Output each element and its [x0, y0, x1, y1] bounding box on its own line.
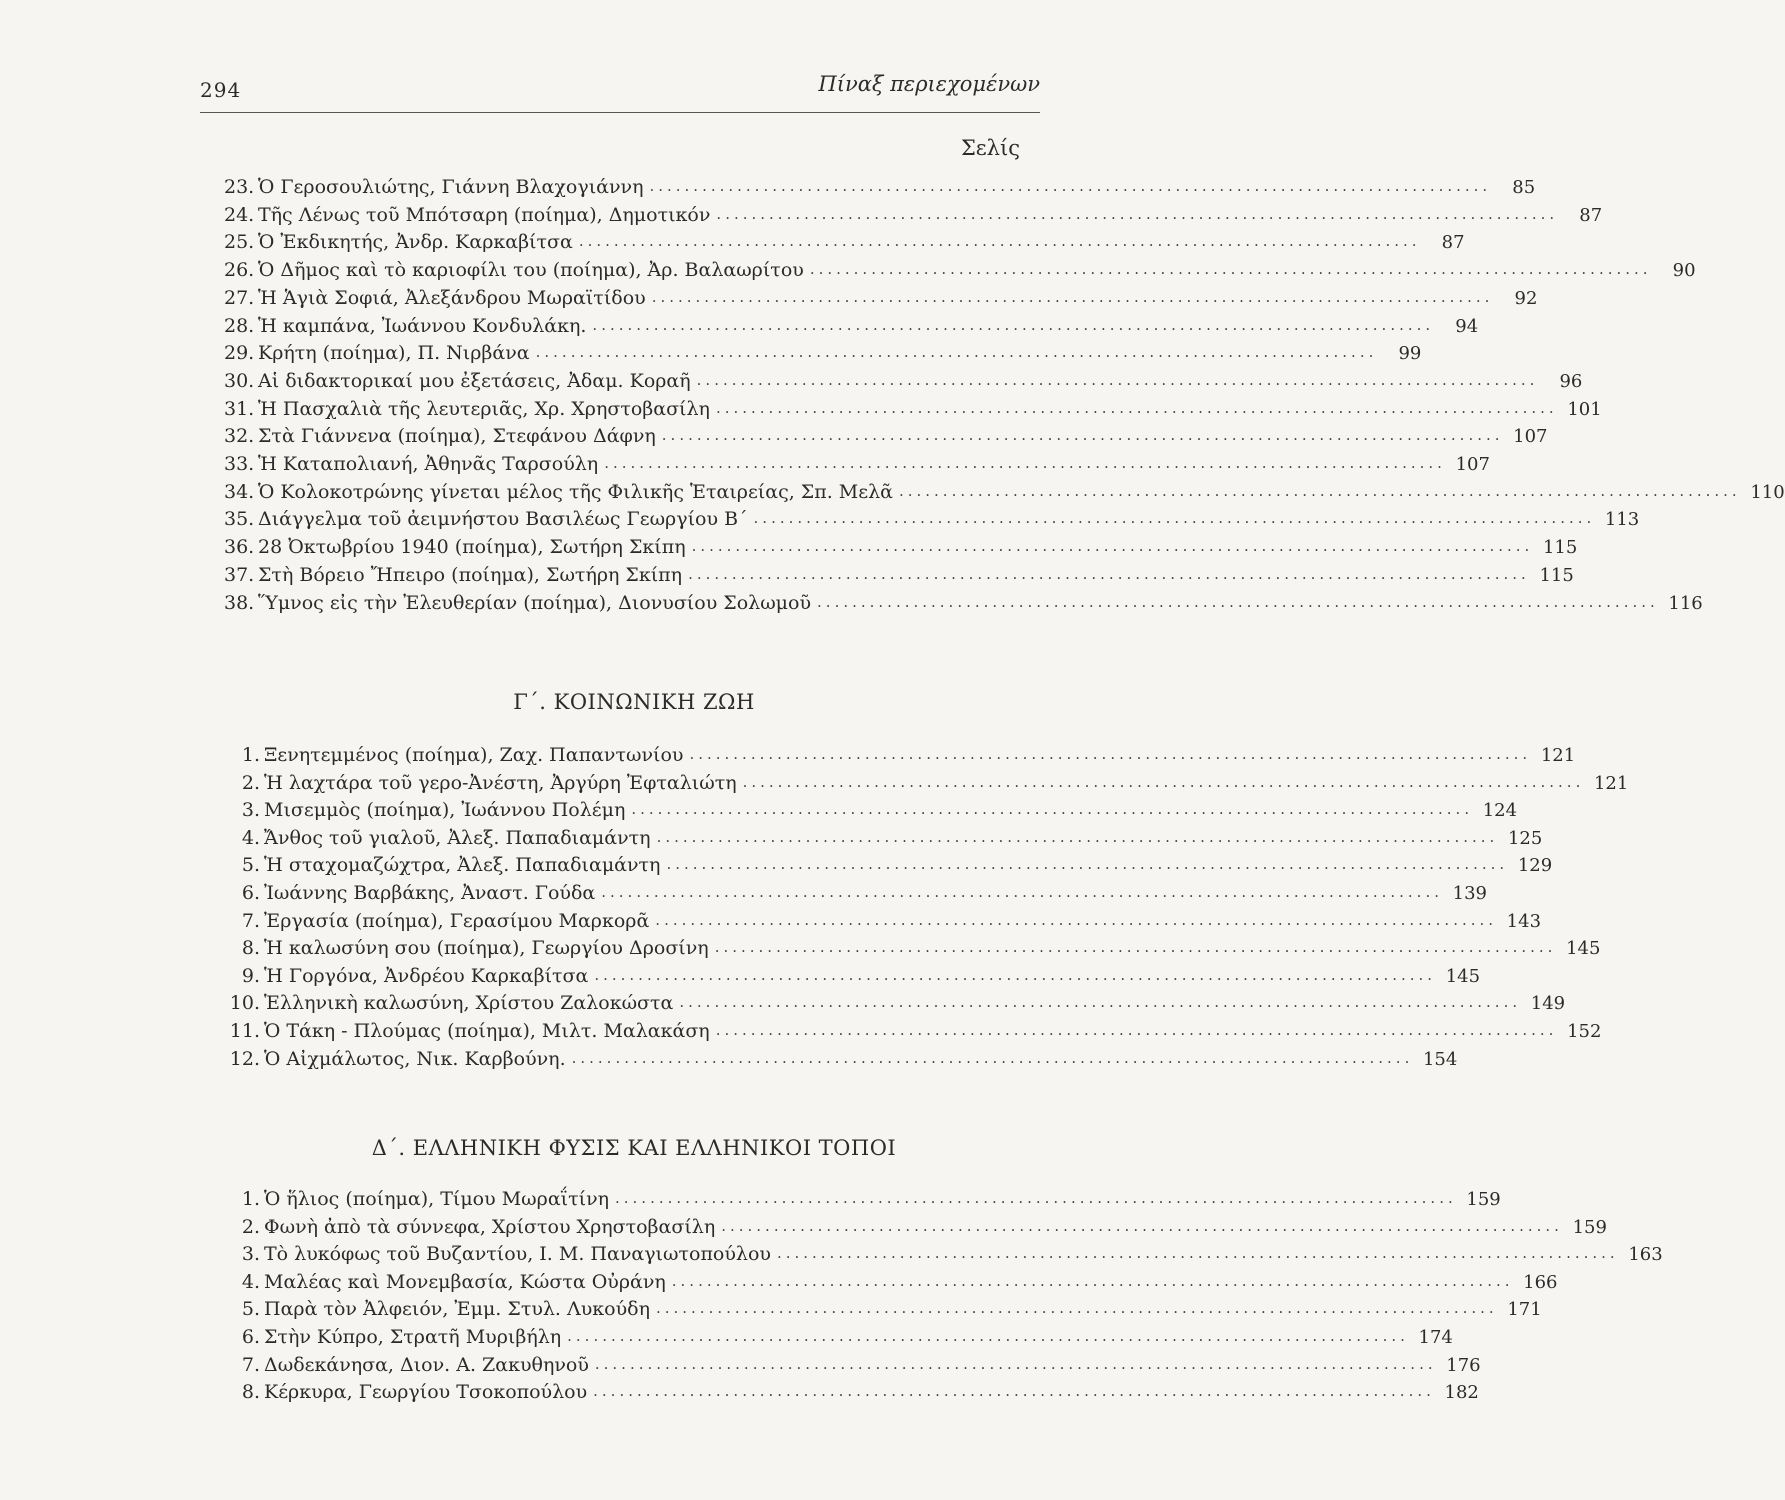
- dot-leader: ................................................................................................: [753, 509, 1596, 528]
- entry-number: 10.: [229, 992, 260, 1015]
- entry-number: 23.: [224, 176, 255, 198]
- entry-number: 1.: [241, 744, 260, 766]
- dot-leader: ................................................................................................: [592, 315, 1435, 334]
- page-header: [200, 72, 1040, 113]
- toc-entry: [224, 283, 1538, 309]
- entry-page-number: 171: [1507, 1299, 1542, 1321]
- entry-page-number: 99: [1398, 343, 1422, 365]
- entry-title: Φωνὴ ἀπὸ τὰ σύννεφα, Χρίστου Χρηστοβασίλη: [264, 1215, 716, 1238]
- entry-number: 3.: [241, 1243, 260, 1266]
- entry-number: 38.: [224, 591, 255, 614]
- dot-leader: ................................................................................................: [578, 232, 1421, 251]
- entry-title: Ὁ Τάκη - Πλούμας (ποίημα), Μιλτ. Μαλακάση: [264, 1020, 710, 1042]
- toc-entry: [224, 560, 1574, 586]
- dot-leader: ................................................................................................: [696, 370, 1539, 389]
- toc-entry: [224, 1016, 1602, 1042]
- entry-title: Ὁ Γεροσουλιώτης, Γιάννη Βλαχογιάννη: [258, 176, 644, 198]
- entry-title: Ἡ Γοργόνα, Ἀνδρέου Καρκαβίτσα: [264, 964, 589, 987]
- dot-leader: ................................................................................................: [688, 564, 1530, 583]
- entry-page-number: 124: [1482, 800, 1518, 822]
- entry-title: Ἡ καμπάνα, Ἰωάννου Κονδυλάκη.: [258, 314, 587, 337]
- entry-number: 7.: [241, 909, 260, 932]
- dot-leader: ................................................................................................: [615, 1189, 1457, 1207]
- entry-title: Ἰωάννης Βαρβάκης, Ἀναστ. Γούδα: [264, 882, 596, 904]
- entry-page-number: 176: [1446, 1354, 1481, 1376]
- dot-leader: ................................................................................................: [655, 1299, 1498, 1318]
- entry-page-number: 174: [1418, 1327, 1453, 1348]
- dot-leader: ................................................................................................: [817, 592, 1659, 611]
- toc-entry: [224, 477, 1785, 503]
- dot-leader: ................................................................................................: [535, 343, 1378, 362]
- dot-leader: ................................................................................................: [809, 260, 1652, 279]
- dot-leader: ................................................................................................: [571, 1048, 1414, 1067]
- entry-title: Ὁ Δῆμος καὶ τὸ καριοφίλι του (ποίημα), Ἀρ. Βαλαωρίτου: [258, 259, 804, 282]
- toc-entry: [224, 338, 1422, 365]
- toc-entry: [224, 1322, 1453, 1348]
- entry-number: 11.: [229, 1020, 260, 1042]
- entry-number: 5.: [241, 1298, 260, 1321]
- entry-number: 33.: [224, 453, 255, 475]
- entry-number: 9.: [241, 964, 260, 987]
- entry-page-number: 154: [1422, 1048, 1458, 1070]
- entry-page-number: 143: [1506, 910, 1542, 932]
- toc-entry: [224, 933, 1601, 960]
- toc-entry: [224, 1212, 1607, 1238]
- toc-entry: [224, 823, 1543, 849]
- entry-number: 34.: [224, 480, 255, 503]
- entry-title: Ὕμνος εἰς τὴν Ἐλευθερίαν (ποίημα), Διονυσίου Σολωμοῦ: [258, 591, 812, 614]
- toc-entry: [224, 906, 1542, 932]
- entry-page-number: 139: [1452, 883, 1487, 904]
- toc-entry: [224, 588, 1703, 614]
- dot-leader: ................................................................................................: [776, 1244, 1619, 1263]
- entry-page-number: 145: [1566, 938, 1601, 960]
- dot-leader: ................................................................................................: [666, 855, 1509, 874]
- entry-page-number: 125: [1507, 827, 1543, 849]
- entry-number: 6.: [241, 882, 260, 904]
- entry-title: Ἄνθος τοῦ γιαλοῦ, Ἀλεξ. Παπαδιαμάντη: [264, 826, 651, 849]
- entry-number: 4.: [241, 1270, 260, 1293]
- entry-title: Στὰ Γιάννενα (ποίημα), Στεφάνου Δάφνη: [258, 425, 656, 448]
- entry-page-number: 96: [1559, 370, 1583, 392]
- dot-leader: ................................................................................................: [661, 426, 1504, 445]
- entry-number: 5.: [241, 854, 260, 877]
- entry-title: Ἐργασία (ποίημα), Γερασίμου Μαρκορᾶ: [264, 909, 650, 932]
- entry-page-number: 121: [1593, 772, 1629, 794]
- toc-entry: [224, 1377, 1479, 1404]
- dot-leader: ................................................................................................: [671, 1271, 1514, 1290]
- entry-title: Ἡ καλωσύνη σου (ποίημα), Γεωργίου Δροσίνη: [264, 937, 709, 960]
- entry-page-number: 145: [1445, 965, 1481, 987]
- toc-entry: [224, 1350, 1481, 1376]
- toc-entry: [224, 1239, 1663, 1266]
- entry-number: 26.: [224, 259, 255, 282]
- entry-number: 2.: [241, 1215, 260, 1238]
- entry-title: Ὁ Αἰχμάλωτος, Νικ. Καρβούνη.: [264, 1047, 566, 1070]
- toc-entry: [224, 878, 1487, 904]
- dot-leader: ................................................................................................: [716, 204, 1559, 223]
- entry-title: Αἱ διδακτορικαί μου ἐξετάσεις, Ἀδαμ. Κοραῆ: [258, 369, 691, 392]
- dot-leader: ................................................................................................: [604, 454, 1446, 472]
- entry-title: Ἡ Ἁγιὰ Σοφιά, Ἀλεξάνδρου Μωραϊτίδου: [258, 286, 646, 309]
- dot-leader: ................................................................................................: [898, 481, 1741, 500]
- entry-title: Ὁ ἥλιος (ποίημα), Τίμου Μωραΐτίνη: [264, 1188, 609, 1210]
- entry-number: 25.: [224, 231, 255, 254]
- entry-page-number: 129: [1517, 855, 1553, 877]
- toc-entry: [224, 311, 1479, 337]
- dot-leader: ................................................................................................: [742, 772, 1585, 791]
- toc-entry: [224, 961, 1481, 987]
- dot-leader: ................................................................................................: [649, 177, 1492, 195]
- toc-entry: [224, 795, 1518, 822]
- entry-page-number: 115: [1542, 537, 1578, 559]
- toc-entry: [224, 504, 1640, 531]
- dot-leader: ................................................................................................: [656, 827, 1499, 846]
- entry-page-number: 116: [1668, 592, 1703, 614]
- entry-title: Κρήτη (ποίημα), Π. Νιρβάνα: [258, 342, 530, 365]
- entry-number: 3.: [241, 799, 260, 822]
- entry-title: Ἡ λαχτάρα τοῦ γερο-Ἀνέστη, Ἀργύρη Ἐφταλιώτη: [264, 771, 737, 794]
- entry-number: 24.: [224, 203, 255, 226]
- entry-page-number: 159: [1466, 1189, 1501, 1210]
- dot-leader: ................................................................................................: [593, 1382, 1435, 1401]
- entry-title: Ξενητεμμένος (ποίημα), Ζαχ. Παπαντωνίου: [264, 744, 684, 766]
- entry-title: Ἡ Καταπολιανή, Ἀθηνᾶς Ταρσούλη: [258, 453, 599, 475]
- entry-title: Ὁ Κολοκοτρώνης γίνεται μέλος τῆς Φιλικῆς Ἑταιρείας, Σπ. Μελᾶ: [258, 480, 893, 503]
- entry-number: 35.: [224, 508, 255, 531]
- entry-number: 8.: [241, 937, 260, 960]
- entry-number: 1.: [241, 1188, 260, 1210]
- dot-leader: ................................................................................................: [651, 287, 1494, 306]
- entry-number: 29.: [224, 342, 255, 365]
- toc-entry: [224, 850, 1553, 877]
- entry-page-number: 152: [1567, 1021, 1602, 1042]
- entry-page-number: 166: [1523, 1271, 1558, 1293]
- entry-number: 30.: [224, 369, 255, 392]
- entry-title: Ἡ Πασχαλιὰ τῆς λευτεριᾶς, Χρ. Χρηστοβασίλη: [258, 397, 710, 420]
- dot-leader: ................................................................................................: [567, 1327, 1409, 1345]
- entry-title: Στὴν Κύπρο, Στρατῆ Μυριβήλη: [264, 1326, 562, 1348]
- dot-leader: ................................................................................................: [721, 1216, 1563, 1235]
- toc-entry: [224, 1044, 1458, 1070]
- toc-entry: [224, 988, 1566, 1015]
- entry-title: Ἑλληνικὴ καλωσύνη, Χρίστου Ζαλοκώστα: [264, 992, 674, 1015]
- entry-page-number: 121: [1540, 745, 1576, 766]
- toc-entry: [224, 394, 1602, 420]
- entry-number: 4.: [241, 826, 260, 849]
- entry-title: 28 Ὀκτωβρίου 1940 (ποίημα), Σωτήρη Σκίπη: [258, 536, 686, 559]
- entry-title: Διάγγελμα τοῦ ἀειμνήστου Βασιλέως Γεωργίου Β΄: [258, 508, 748, 531]
- entry-page-number: 85: [1512, 177, 1536, 198]
- toc-entry: [224, 366, 1583, 392]
- toc-entry: [224, 1184, 1501, 1210]
- entry-title: Παρὰ τὸν Ἀλφειόν, Ἐμμ. Στυλ. Λυκούδη: [264, 1298, 650, 1321]
- entry-page-number: 182: [1444, 1382, 1479, 1404]
- entry-page-number: 159: [1572, 1216, 1607, 1238]
- entry-number: 37.: [224, 563, 255, 586]
- toc-entry: [224, 200, 1603, 226]
- dot-leader: ................................................................................................: [594, 965, 1437, 984]
- entry-title: Μαλέας καὶ Μονεμβασία, Κώστα Οὐράνη: [264, 1270, 666, 1293]
- dot-leader: ................................................................................................: [715, 398, 1558, 417]
- dot-leader: ................................................................................................: [631, 800, 1474, 819]
- toc-entry: [224, 768, 1629, 794]
- entry-title: Τὸ λυκόφως τοῦ Βυζαντίου, Ι. Μ. Παναγιωτοπούλου: [264, 1243, 771, 1266]
- running-title: Πίναξ περιεχομένων: [818, 72, 1040, 96]
- toc-entry: [224, 227, 1465, 254]
- entry-number: 2.: [241, 771, 260, 794]
- section-d-title: Δ΄. ΕΛΛΗΝΙΚΗ ΦΥΣΙΣ ΚΑΙ ΕΛΛΗΝΙΚΟΙ ΤΟΠΟΙ: [371, 1136, 897, 1160]
- entry-page-number: 110: [1750, 481, 1785, 503]
- dot-leader: ................................................................................................: [714, 938, 1557, 957]
- entry-page-number: 115: [1539, 564, 1574, 586]
- entry-number: 6.: [241, 1326, 260, 1348]
- entry-title: Μισεμμὸς (ποίημα), Ἰωάννου Πολέμη: [264, 799, 626, 822]
- dot-leader: ................................................................................................: [655, 910, 1498, 929]
- entry-number: 28.: [224, 314, 255, 337]
- dot-leader: ................................................................................................: [689, 745, 1532, 763]
- toc-entry: [224, 172, 1536, 198]
- entry-title: Τῆς Λένως τοῦ Μπότσαρη (ποίημα), Δημοτικόν: [258, 203, 711, 226]
- toc-entry: [224, 532, 1578, 559]
- entry-number: 36.: [224, 536, 255, 559]
- section-c-title: Γ΄. ΚΟΙΝΩΝΙΚΗ ΖΩΗ: [513, 690, 755, 714]
- dot-leader: ................................................................................................: [594, 1354, 1437, 1373]
- entry-title: Ὁ Ἐκδικητής, Ἀνδρ. Καρκαβίτσα: [258, 231, 573, 254]
- entry-page-number: 90: [1672, 260, 1696, 282]
- toc-entry: [224, 1267, 1558, 1293]
- entry-number: 27.: [224, 286, 255, 309]
- entry-title: Δωδεκάνησα, Διον. Α. Ζακυθηνοῦ: [264, 1353, 589, 1376]
- entry-title: Στὴ Βόρειο Ἤπειρο (ποίημα), Σωτήρη Σκίπη: [258, 563, 683, 586]
- entry-page-number: 101: [1567, 398, 1602, 420]
- toc-entry: [224, 421, 1548, 448]
- entry-page-number: 163: [1628, 1244, 1663, 1266]
- entry-title: Ἡ σταχομαζώχτρα, Ἀλεξ. Παπαδιαμάντη: [264, 854, 661, 877]
- page-number: 294: [200, 78, 242, 102]
- entry-number: 31.: [224, 397, 255, 420]
- entry-number: 12.: [229, 1047, 260, 1070]
- entry-page-number: 92: [1514, 287, 1538, 309]
- entry-number: 7.: [241, 1353, 260, 1376]
- entry-page-number: 94: [1455, 315, 1479, 337]
- dot-leader: ................................................................................................: [715, 1021, 1558, 1039]
- toc-entry: [224, 255, 1696, 282]
- entry-number: 8.: [241, 1381, 260, 1404]
- dot-leader: ................................................................................................: [679, 993, 1522, 1012]
- toc-entry: [224, 449, 1490, 475]
- dot-leader: ................................................................................................: [601, 883, 1443, 901]
- entry-page-number: 113: [1604, 509, 1640, 531]
- entry-page-number: 149: [1530, 993, 1566, 1015]
- toc-entry: [224, 1294, 1542, 1321]
- entry-page-number: 107: [1513, 426, 1548, 448]
- dot-leader: ................................................................................................: [691, 537, 1534, 556]
- entry-page-number: 107: [1455, 454, 1490, 475]
- entry-title: Κέρκυρα, Γεωργίου Τσοκοπούλου: [264, 1381, 588, 1404]
- entry-number: 32.: [224, 425, 255, 448]
- entry-page-number: 87: [1579, 204, 1603, 226]
- page-column-heading: Σελίς: [960, 136, 1020, 160]
- entry-page-number: 87: [1441, 232, 1465, 254]
- toc-entry: [224, 740, 1576, 766]
